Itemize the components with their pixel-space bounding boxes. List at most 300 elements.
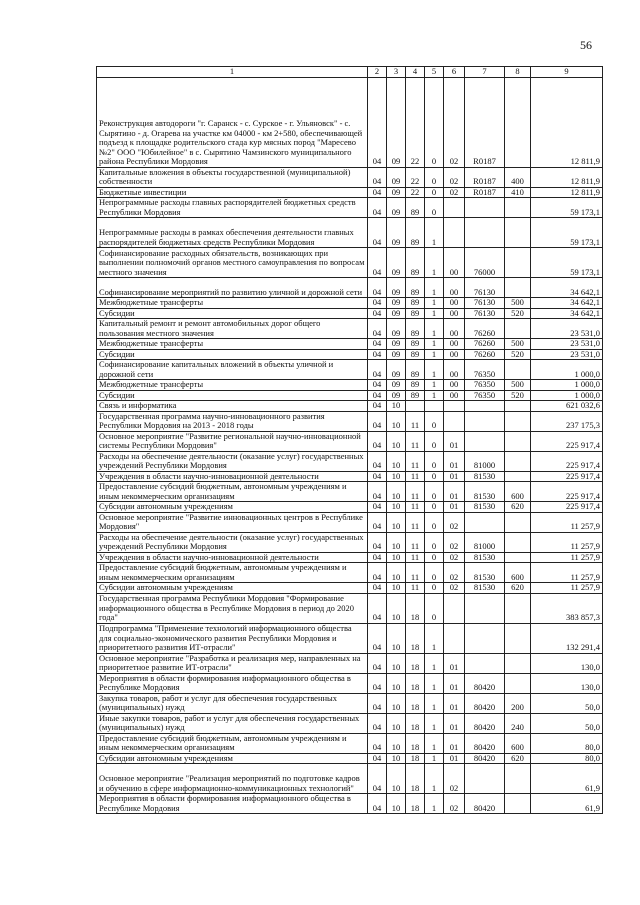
cell-direction: R0187 — [465, 167, 505, 187]
cell-section: 04 — [368, 431, 387, 451]
cell-name: Бюджетные инвестиции — [97, 187, 368, 198]
cell-subsection: 10 — [387, 552, 406, 563]
cell-subprogram: 0 — [425, 593, 444, 623]
cell-program: 89 — [406, 390, 425, 401]
table-row — [97, 431, 603, 451]
cell-activity: 00 — [444, 278, 465, 298]
cell-expense-type: 240 — [505, 713, 531, 733]
table-row — [97, 764, 603, 794]
cell-subprogram: 1 — [425, 653, 444, 673]
cell-name: Закупка товаров, работ и услуг для обеспечения государственных (муниципальных) нужд — [97, 693, 368, 713]
cell-amount: 225 917,4 — [531, 431, 603, 451]
cell-direction — [465, 623, 505, 653]
cell-expense-type — [505, 512, 531, 532]
cell-amount: 50,0 — [531, 693, 603, 713]
cell-section: 04 — [368, 248, 387, 278]
cell-amount: 225 917,4 — [531, 502, 603, 513]
cell-direction: 76000 — [465, 248, 505, 278]
cell-name: Предоставление субсидий бюджетным, автономным учреждениям и иным некоммерческим организациям — [97, 733, 368, 753]
cell-direction: 81530 — [465, 502, 505, 513]
cell-direction: 76130 — [465, 308, 505, 319]
cell-amount: 61,9 — [531, 764, 603, 794]
cell-subsection: 10 — [387, 411, 406, 431]
table-row — [97, 380, 603, 391]
cell-subprogram: 0 — [425, 167, 444, 187]
cell-program: 18 — [406, 593, 425, 623]
cell-activity: 01 — [444, 431, 465, 451]
cell-name: Предоставление субсидий бюджетным, автономным учреждениям и иным некоммерческим организациям — [97, 563, 368, 583]
cell-section: 04 — [368, 471, 387, 482]
cell-amount: 23 531,0 — [531, 349, 603, 360]
cell-subprogram: 0 — [425, 77, 444, 167]
cell-expense-type — [505, 248, 531, 278]
column-header-4: 4 — [406, 67, 425, 78]
cell-subsection: 09 — [387, 349, 406, 360]
cell-subprogram: 1 — [425, 298, 444, 309]
cell-subsection: 09 — [387, 218, 406, 248]
cell-subsection: 10 — [387, 502, 406, 513]
cell-program: 89 — [406, 339, 425, 350]
cell-program: 89 — [406, 308, 425, 319]
cell-amount: 130,0 — [531, 653, 603, 673]
cell-activity: 01 — [444, 673, 465, 693]
cell-program: 11 — [406, 482, 425, 502]
cell-expense-type: 600 — [505, 733, 531, 753]
table-row — [97, 502, 603, 513]
cell-subsection: 10 — [387, 532, 406, 552]
cell-amount: 23 531,0 — [531, 339, 603, 350]
cell-program: 89 — [406, 349, 425, 360]
cell-program: 11 — [406, 451, 425, 471]
cell-subprogram: 0 — [425, 532, 444, 552]
cell-section: 04 — [368, 713, 387, 733]
cell-activity: 00 — [444, 298, 465, 309]
cell-amount: 11 257,9 — [531, 532, 603, 552]
cell-activity: 00 — [444, 349, 465, 360]
cell-name: Иные закупки товаров, работ и услуг для обеспечения государственных (муниципальных) нужд — [97, 713, 368, 733]
table-row — [97, 552, 603, 563]
table-row — [97, 218, 603, 248]
cell-section: 04 — [368, 401, 387, 412]
cell-activity: 02 — [444, 167, 465, 187]
cell-direction — [465, 411, 505, 431]
cell-direction: 76350 — [465, 390, 505, 401]
cell-section: 04 — [368, 380, 387, 391]
cell-expense-type — [505, 623, 531, 653]
cell-direction: 81530 — [465, 471, 505, 482]
table-row — [97, 187, 603, 198]
cell-name: Основное мероприятие "Разработка и реализация мер, направленных на приоритетное развитие ИТ-отрасли" — [97, 653, 368, 673]
cell-expense-type — [505, 532, 531, 552]
cell-activity: 01 — [444, 753, 465, 764]
cell-subsection: 10 — [387, 451, 406, 471]
table-row — [97, 532, 603, 552]
cell-amount: 34 642,1 — [531, 308, 603, 319]
cell-subprogram: 0 — [425, 471, 444, 482]
cell-program: 18 — [406, 794, 425, 814]
table-row — [97, 390, 603, 401]
cell-subsection: 10 — [387, 673, 406, 693]
cell-name: Предоставление субсидий бюджетным, автономным учреждениям и иным некоммерческим организациям — [97, 482, 368, 502]
cell-direction — [465, 653, 505, 673]
cell-activity: 00 — [444, 339, 465, 350]
cell-amount: 11 257,9 — [531, 563, 603, 583]
cell-subprogram: 1 — [425, 713, 444, 733]
cell-name: Реконструкция автодороги "г. Саранск - с. Сурское - г. Ульяновск" - с. Сырятино - д. Огарева на участке км 04000 - км 2+580, обеспечивающей подъезд к площадке родительского стада кур мясных пород "Маресево №2" ООО "Юбилейное" в с. Сырятино Чамзинского муниципального района Республики Мордовия — [97, 77, 368, 167]
table-row — [97, 583, 603, 594]
table-row — [97, 512, 603, 532]
cell-expense-type: 400 — [505, 167, 531, 187]
cell-expense-type — [505, 319, 531, 339]
cell-direction — [465, 764, 505, 794]
cell-program: 22 — [406, 167, 425, 187]
cell-program: 18 — [406, 764, 425, 794]
cell-subsection: 10 — [387, 471, 406, 482]
cell-name: Субсидии — [97, 308, 368, 319]
table-row — [97, 411, 603, 431]
cell-expense-type — [505, 794, 531, 814]
cell-activity — [444, 593, 465, 623]
cell-expense-type — [505, 764, 531, 794]
column-header-7: 7 — [465, 67, 505, 78]
cell-expense-type — [505, 431, 531, 451]
cell-activity — [444, 218, 465, 248]
cell-expense-type: 500 — [505, 380, 531, 391]
cell-section: 04 — [368, 77, 387, 167]
cell-section: 04 — [368, 593, 387, 623]
cell-section: 04 — [368, 339, 387, 350]
cell-subsection: 10 — [387, 693, 406, 713]
cell-expense-type: 520 — [505, 308, 531, 319]
cell-name: Расходы на обеспечение деятельности (оказание услуг) государственных учреждений Республики Мордовия — [97, 532, 368, 552]
cell-direction: 81530 — [465, 482, 505, 502]
table-row — [97, 248, 603, 278]
cell-section: 04 — [368, 411, 387, 431]
cell-section: 04 — [368, 532, 387, 552]
cell-expense-type — [505, 198, 531, 218]
cell-subsection: 10 — [387, 713, 406, 733]
cell-direction: 76350 — [465, 360, 505, 380]
cell-subprogram: 0 — [425, 431, 444, 451]
cell-program: 89 — [406, 380, 425, 391]
table-row — [97, 401, 603, 412]
cell-subsection: 10 — [387, 583, 406, 594]
cell-subprogram: 1 — [425, 733, 444, 753]
cell-section: 04 — [368, 552, 387, 563]
cell-name: Софинансирование мероприятий по развитию уличной и дорожной сети — [97, 278, 368, 298]
cell-direction — [465, 431, 505, 451]
table-row — [97, 753, 603, 764]
cell-subprogram: 1 — [425, 360, 444, 380]
cell-expense-type — [505, 77, 531, 167]
cell-expense-type — [505, 552, 531, 563]
cell-section: 04 — [368, 167, 387, 187]
cell-direction: 80420 — [465, 753, 505, 764]
cell-expense-type — [505, 451, 531, 471]
cell-amount: 23 531,0 — [531, 319, 603, 339]
table-row — [97, 77, 603, 167]
cell-section: 04 — [368, 502, 387, 513]
cell-program: 18 — [406, 653, 425, 673]
cell-program: 11 — [406, 512, 425, 532]
cell-section: 04 — [368, 764, 387, 794]
cell-direction: 81000 — [465, 451, 505, 471]
cell-direction: R0187 — [465, 77, 505, 167]
cell-section: 04 — [368, 349, 387, 360]
table-row — [97, 733, 603, 753]
header-row — [97, 67, 603, 78]
cell-direction: 76130 — [465, 278, 505, 298]
cell-program — [406, 401, 425, 412]
cell-activity: 02 — [444, 764, 465, 794]
cell-program: 18 — [406, 693, 425, 713]
cell-activity: 02 — [444, 563, 465, 583]
cell-amount: 61,9 — [531, 794, 603, 814]
cell-name: Субсидии — [97, 390, 368, 401]
cell-expense-type — [505, 360, 531, 380]
cell-activity: 01 — [444, 471, 465, 482]
cell-subprogram: 1 — [425, 753, 444, 764]
cell-section: 04 — [368, 753, 387, 764]
cell-subprogram: 1 — [425, 349, 444, 360]
cell-subprogram: 1 — [425, 764, 444, 794]
cell-name: Софинансирование расходных обязательств, возникающих при выполнении полномочий органов местного самоуправления по вопросам местного значения — [97, 248, 368, 278]
cell-activity — [444, 623, 465, 653]
column-header-3: 3 — [387, 67, 406, 78]
cell-section: 04 — [368, 390, 387, 401]
cell-subprogram: 0 — [425, 411, 444, 431]
cell-program: 11 — [406, 552, 425, 563]
cell-section: 04 — [368, 298, 387, 309]
column-header-5: 5 — [425, 67, 444, 78]
cell-section: 04 — [368, 693, 387, 713]
cell-name: Учреждения в области научно-инновационной деятельности — [97, 552, 368, 563]
cell-subsection: 10 — [387, 593, 406, 623]
cell-direction: 81530 — [465, 563, 505, 583]
cell-program: 89 — [406, 298, 425, 309]
cell-subsection: 09 — [387, 380, 406, 391]
cell-expense-type — [505, 278, 531, 298]
cell-subprogram: 1 — [425, 623, 444, 653]
cell-program: 11 — [406, 431, 425, 451]
cell-activity: 00 — [444, 308, 465, 319]
cell-subprogram: 0 — [425, 563, 444, 583]
cell-activity: 02 — [444, 77, 465, 167]
cell-amount: 59 173,1 — [531, 248, 603, 278]
cell-direction: 76260 — [465, 319, 505, 339]
cell-amount: 80,0 — [531, 733, 603, 753]
cell-amount: 225 917,4 — [531, 451, 603, 471]
cell-subsection: 10 — [387, 482, 406, 502]
cell-section: 04 — [368, 319, 387, 339]
table-row — [97, 563, 603, 583]
cell-amount: 12 811,9 — [531, 77, 603, 167]
cell-name: Расходы на обеспечение деятельности (оказание услуг) государственных учреждений Республики Мордовия — [97, 451, 368, 471]
cell-activity: 01 — [444, 451, 465, 471]
cell-name: Капитальные вложения в объекты государственной (муниципальной) собственности — [97, 167, 368, 187]
cell-expense-type: 520 — [505, 349, 531, 360]
table-row — [97, 308, 603, 319]
cell-subprogram: 0 — [425, 451, 444, 471]
cell-subprogram — [425, 401, 444, 412]
cell-subsection: 10 — [387, 753, 406, 764]
cell-amount: 50,0 — [531, 713, 603, 733]
cell-activity: 01 — [444, 502, 465, 513]
cell-activity: 00 — [444, 360, 465, 380]
cell-subprogram: 0 — [425, 512, 444, 532]
cell-name: Основное мероприятие "Развитие региональной научно-инновационной системы Республики Мордовия" — [97, 431, 368, 451]
cell-subsection: 09 — [387, 187, 406, 198]
cell-activity: 00 — [444, 319, 465, 339]
table-row — [97, 360, 603, 380]
cell-direction: 76260 — [465, 339, 505, 350]
cell-expense-type: 410 — [505, 187, 531, 198]
cell-program: 18 — [406, 623, 425, 653]
cell-direction: 80420 — [465, 794, 505, 814]
cell-name: Связь и информатика — [97, 401, 368, 412]
column-header-2: 2 — [368, 67, 387, 78]
cell-subsection: 09 — [387, 248, 406, 278]
cell-name: Учреждения в области научно-инновационной деятельности — [97, 471, 368, 482]
cell-amount: 12 811,9 — [531, 187, 603, 198]
cell-program: 11 — [406, 563, 425, 583]
cell-program: 89 — [406, 248, 425, 278]
cell-subsection: 09 — [387, 308, 406, 319]
cell-amount: 225 917,4 — [531, 482, 603, 502]
cell-subsection: 09 — [387, 360, 406, 380]
cell-section: 04 — [368, 278, 387, 298]
cell-activity: 02 — [444, 532, 465, 552]
cell-program: 11 — [406, 471, 425, 482]
cell-expense-type — [505, 471, 531, 482]
cell-section: 04 — [368, 653, 387, 673]
cell-program: 22 — [406, 187, 425, 198]
cell-section: 04 — [368, 451, 387, 471]
column-header-8: 8 — [505, 67, 531, 78]
cell-subprogram: 1 — [425, 390, 444, 401]
cell-direction: 81000 — [465, 532, 505, 552]
cell-expense-type — [505, 593, 531, 623]
cell-expense-type — [505, 653, 531, 673]
cell-expense-type: 600 — [505, 563, 531, 583]
cell-section: 04 — [368, 563, 387, 583]
cell-subprogram: 0 — [425, 482, 444, 502]
cell-name: Межбюджетные трансферты — [97, 298, 368, 309]
cell-subprogram: 0 — [425, 583, 444, 594]
cell-amount: 12 811,9 — [531, 167, 603, 187]
cell-name: Непрограммные расходы в рамках обеспечения деятельности главных распорядителей бюджетных средств Республики Мордовия — [97, 218, 368, 248]
cell-program: 18 — [406, 753, 425, 764]
cell-program: 22 — [406, 77, 425, 167]
cell-expense-type: 500 — [505, 339, 531, 350]
table-row — [97, 482, 603, 502]
cell-name: Государственная программа научно-инновационного развития Республики Мордовия на 2013 - 2018 годы — [97, 411, 368, 431]
cell-expense-type: 620 — [505, 753, 531, 764]
cell-name: Мероприятия в области формирования информационного общества в Республике Мордовия — [97, 673, 368, 693]
cell-subsection: 10 — [387, 653, 406, 673]
cell-name: Межбюджетные трансферты — [97, 380, 368, 391]
table-row — [97, 198, 603, 218]
table-row — [97, 339, 603, 350]
cell-direction — [465, 198, 505, 218]
table-row — [97, 693, 603, 713]
cell-section: 04 — [368, 198, 387, 218]
page-number: 56 — [580, 38, 592, 52]
cell-amount: 225 917,4 — [531, 471, 603, 482]
cell-expense-type: 520 — [505, 390, 531, 401]
cell-subsection: 09 — [387, 339, 406, 350]
cell-subsection: 10 — [387, 431, 406, 451]
cell-program: 89 — [406, 198, 425, 218]
cell-name: Субсидии автономным учреждениям — [97, 753, 368, 764]
cell-direction — [465, 218, 505, 248]
cell-amount: 11 257,9 — [531, 512, 603, 532]
cell-direction: 80420 — [465, 693, 505, 713]
cell-name: Субсидии — [97, 349, 368, 360]
cell-subprogram: 1 — [425, 380, 444, 391]
cell-amount: 1 000,0 — [531, 380, 603, 391]
cell-subprogram: 0 — [425, 502, 444, 513]
column-header-6: 6 — [444, 67, 465, 78]
column-header-9: 9 — [531, 67, 603, 78]
cell-program: 11 — [406, 532, 425, 552]
cell-amount: 237 175,3 — [531, 411, 603, 431]
cell-subsection: 10 — [387, 563, 406, 583]
cell-section: 04 — [368, 308, 387, 319]
cell-subsection: 10 — [387, 623, 406, 653]
table-row — [97, 713, 603, 733]
cell-section: 04 — [368, 583, 387, 594]
cell-activity: 02 — [444, 512, 465, 532]
cell-name: Подпрограмма "Применение технологий информационного общества для социально-экономического развития Республики Мордовия и приоритетного развития ИТ-отрасли" — [97, 623, 368, 653]
table-row — [97, 167, 603, 187]
cell-program: 18 — [406, 713, 425, 733]
cell-subprogram: 0 — [425, 198, 444, 218]
cell-amount: 34 642,1 — [531, 278, 603, 298]
cell-direction: 76350 — [465, 380, 505, 391]
cell-subprogram: 1 — [425, 308, 444, 319]
cell-activity: 01 — [444, 482, 465, 502]
cell-expense-type: 200 — [505, 693, 531, 713]
cell-subprogram: 1 — [425, 278, 444, 298]
cell-direction — [465, 512, 505, 532]
cell-activity: 00 — [444, 248, 465, 278]
cell-section: 04 — [368, 360, 387, 380]
cell-name: Капитальный ремонт и ремонт автомобильных дорог общего пользования местного значения — [97, 319, 368, 339]
cell-section: 04 — [368, 512, 387, 532]
cell-direction: 80420 — [465, 733, 505, 753]
cell-amount: 11 257,9 — [531, 552, 603, 563]
table-row — [97, 794, 603, 814]
cell-expense-type — [505, 401, 531, 412]
cell-amount: 1 000,0 — [531, 360, 603, 380]
table-row — [97, 471, 603, 482]
cell-amount: 80,0 — [531, 753, 603, 764]
cell-subsection: 09 — [387, 390, 406, 401]
cell-amount: 59 173,1 — [531, 198, 603, 218]
cell-section: 04 — [368, 794, 387, 814]
cell-subprogram: 1 — [425, 218, 444, 248]
table-row — [97, 653, 603, 673]
cell-activity: 01 — [444, 713, 465, 733]
cell-expense-type: 620 — [505, 502, 531, 513]
cell-activity: 00 — [444, 380, 465, 391]
cell-activity: 02 — [444, 552, 465, 563]
cell-direction — [465, 401, 505, 412]
cell-amount: 34 642,1 — [531, 298, 603, 309]
cell-subsection: 09 — [387, 298, 406, 309]
cell-amount: 621 032,6 — [531, 401, 603, 412]
